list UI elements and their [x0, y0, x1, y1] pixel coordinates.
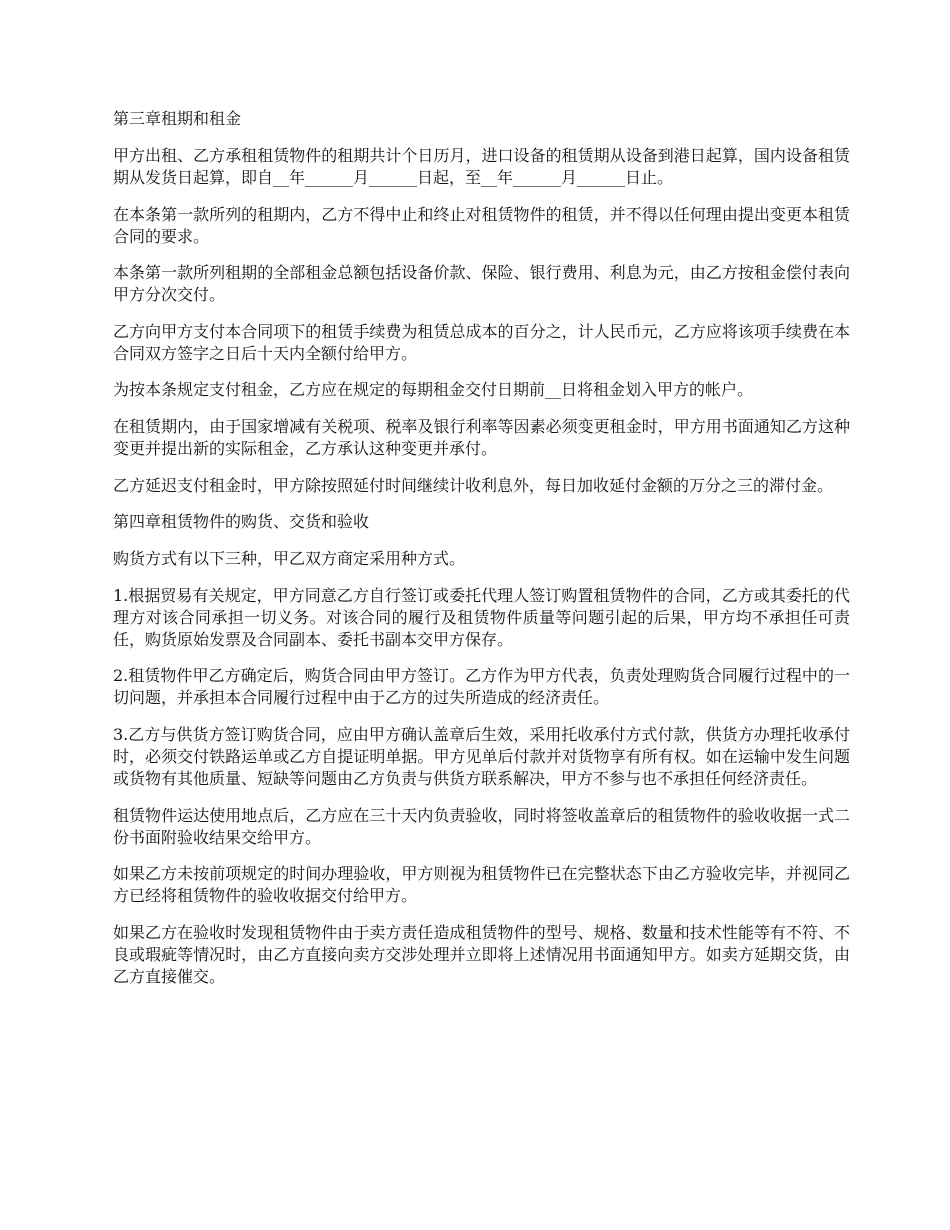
- deemed-acceptance-paragraph: 如果乙方未按前项规定的时间办理验收，甲方则视为租赁物件已在完整状态下由乙方验收完毕，并视同乙方已经将租赁物件的验收收据交付给甲方。: [113, 864, 850, 906]
- method-3-paragraph: 3.乙方与供货方签订购货合同，应由甲方确认盖章后生效，采用托收承付方式付款，供货方办理托收承付时，必须交付铁路运单或乙方自提证明单据。甲方见单后付款并对货物享有所有权。如在运输中发生问题或货物有其他质量、短缺等问题由乙方负责与供货方联系解决，甲方不参与也不承担任何经济责任。: [113, 724, 850, 788]
- acceptance-paragraph: 租赁物件运达使用地点后，乙方应在三十天内负责验收，同时将签收盖章后的租赁物件的验收收据一式二份书面附验收结果交给甲方。: [113, 805, 850, 847]
- handling-fee-paragraph: 乙方向甲方支付本合同项下的租赁手续费为租赁总成本的百分之，计人民币元，乙方应将该项手续费在本合同双方签字之日后十天内全额付给甲方。: [113, 321, 850, 363]
- total-rent-paragraph: 本条第一款所列租期的全部租金总额包括设备价款、保险、银行费用、利息为元，由乙方按租金偿付表向甲方分次交付。: [113, 263, 850, 305]
- defect-handling-paragraph: 如果乙方在验收时发现租赁物件由于卖方责任造成租赁物件的型号、规格、数量和技术性能等有不符、不良或瑕疵等情况时，由乙方直接向卖方交涉处理并立即将上述情况用书面通知甲方。如卖方延期交货，由乙方直接催交。: [113, 922, 850, 986]
- late-payment-paragraph: 乙方延迟支付租金时，甲方除按照延付时间继续计收利息外，每日加收延付金额的万分之三的滞付金。: [113, 475, 834, 495]
- rent-payment-paragraph: 为按本条规定支付租金，乙方应在规定的每期租金交付日期前__日将租金划入甲方的帐户。: [113, 380, 754, 400]
- chapter-3-heading: 第三章租期和租金: [113, 109, 242, 128]
- no-termination-paragraph: 在本条第一款所列的租期内，乙方不得中止和终止对租赁物件的租赁，并不得以任何理由提出变更本租赁合同的要求。: [113, 204, 850, 246]
- method-1-paragraph: 1.根据贸易有关规定，甲方同意乙方自行签订或委托代理人签订购置租赁物件的合同，乙方或其委托的代理方对该合同承担一切义务。对该合同的履行及租赁物件质量等问题引起的后果，甲方均不承担任可责任，购货原始发票及合同副本、委托书副本交甲方保存。: [113, 585, 850, 649]
- method-2-paragraph: 2.租赁物件甲乙方确定后，购货合同由甲方签订。乙方作为甲方代表，负责处理购货合同履行过程中的一切问题，并承担本合同履行过程中由于乙方的过失所造成的经济责任。: [113, 666, 850, 708]
- document-page: [113, 108, 850, 1002]
- lease-term-paragraph: 甲方出租、乙方承租租赁物件的租期共计个日历月，进口设备的租赁期从设备到港日起算，国内设备租赁期从发货日起算，即自__年______月______日起，至__年______月______日止。: [113, 146, 850, 187]
- purchase-methods-paragraph: 购货方式有以下三种，甲乙双方商定采用种方式。: [113, 549, 466, 569]
- chapter-4-heading: 第四章租赁物件的购货、交货和验收: [113, 512, 370, 532]
- rent-change-paragraph: 在租赁期内，由于国家增减有关税项、税率及银行利率等因素必须变更租金时，甲方用书面通知乙方这种变更并提出新的实际租金，乙方承认这种变更并承付。: [113, 416, 850, 458]
